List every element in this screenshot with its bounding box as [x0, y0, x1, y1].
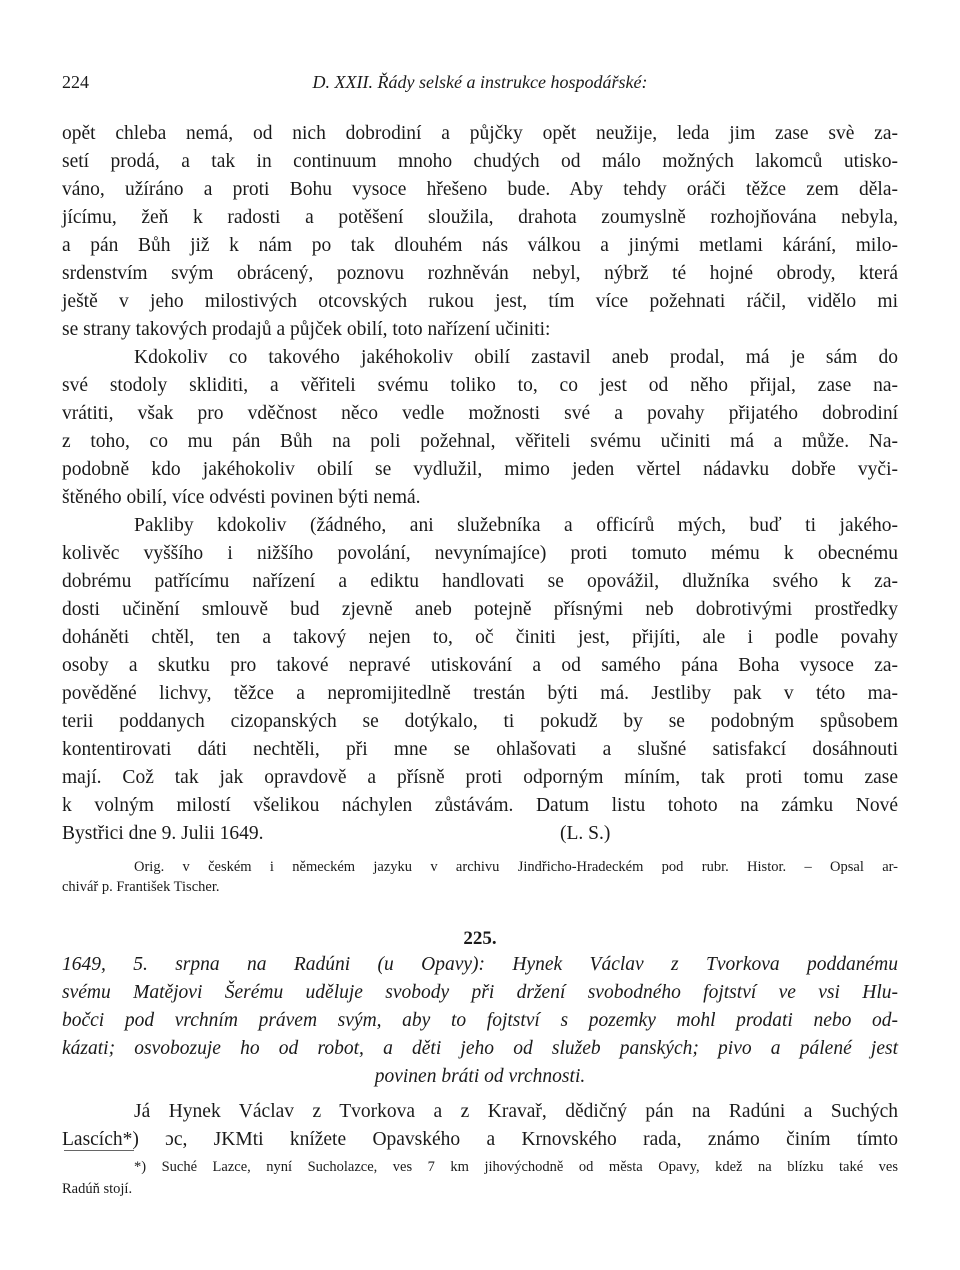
text-line: opět chleba nemá, od nich dobrodiní a půjčky opět neužije, leda jim zase svè za- [62, 123, 898, 144]
seal-mark: (L. S.) [560, 823, 611, 844]
text-line: kontentirovati dáti nechtěli, při mne se ohlašovati a slušné satisfakcí dosáhnouti [62, 739, 898, 760]
text-line: kolivěc vyššího i nižšího povolání, nevynímajíce) proti tomuto mému k obecnému [62, 543, 898, 564]
text-line: Lascích*) ɔc, JKMti knížete Opavského a Krnovského rada, známo činím tímto [62, 1129, 898, 1150]
regest-line: bočci pod vrchním právem svým, aby to fojtství s pozemky mohl prodati nebo od- [62, 1010, 898, 1031]
text-line: podobně kdo jakéhokoliv obilí se vydlužil, mimo jeden věrtel nádavku dobře vyči- [62, 459, 898, 480]
footnote-line: *) Suché Lazce, nyní Sucholazce, ves 7 km jihovýchodně od města Opavy, kdež na blízku také ves [134, 1159, 898, 1175]
text-line: setí prodá, a tak in continuum mnoho chudých od málo možných lakomců utisko- [62, 151, 898, 172]
text-line: Kdokoliv co takového jakéhokoliv obilí zastavil aneb prodal, má je sám do [134, 347, 898, 368]
text-line: srdenstvím svým obrácený, poznovu rozhněván nebyl, nýbrž té hojné obrody, která [62, 263, 898, 284]
text-line: dobrému patřícímu nařízení a ediktu handlovati se opovážil, dlužníka svého k za- [62, 571, 898, 592]
text-line: se strany takových prodajů a půjček obilí, toto nařízení učiniti: [62, 319, 551, 340]
footnote-divider [64, 1150, 134, 1151]
page-number: 224 [62, 72, 89, 92]
regest-line: svému Matějovi Šerému uděluje svobody při držení svobodného fojtství ve vsi Hlu- [62, 982, 898, 1003]
text-line: doháněti chtěl, ten a takový nejen to, oč činiti jest, přijíti, ale i podle povahy [62, 627, 898, 648]
text-line: Já Hynek Václav z Tvorkova a z Kravař, dědičný pán na Radúni a Suchých [134, 1101, 898, 1122]
text-line: štěného obilí, více odvésti povinen býti nemá. [62, 487, 421, 508]
text-line: pověděné lichvy, těžce a nepromijitedlně trestán býti má. Jestliby pak v této ma- [62, 683, 898, 704]
text-line: osoby a skutku pro takové nepravé utiskování a od samého pána Boha vysoce za- [62, 655, 898, 676]
text-line: mají. Což tak jak opravdově a přísně proti odporným míním, tak proti tomu zase [62, 767, 898, 788]
text-line: Pakliby kdokoliv (žádného, ani služebníka a officírů mých, buď ti jakého- [134, 515, 898, 536]
text-line: jícímu, žeň k radosti a potěšení sloužila, drahota zoumyslně rozhojňována nebyla, [62, 207, 898, 228]
regest-line: kázati; osvobozuje ho od robot, a děti jeho od služeb panských; pivo a pálené jest [62, 1038, 898, 1059]
text-line: vrátiti, však pro vděčnost něco vedle možnosti své a povahy přijatého dobrodiní [62, 403, 898, 424]
text-line: své stodoly skliditi, a věřiteli svému toliko to, co jest od něho přijal, zase na- [62, 375, 898, 396]
text-line: dosti učinění smlouvě bud zjevně aneb potejně přísnými neb dobrotivými prostředky [62, 599, 898, 620]
text-line: z toho, co mu pán Bůh na poli požehnal, věřiteli svému učiniti má a může. Na- [62, 431, 898, 452]
footnote-line: Radúň stojí. [62, 1181, 133, 1197]
document-number: 225. [463, 928, 497, 949]
note-line: Orig. v českém i německém jazyku v archivu Jindřicho-Hradeckém pod rubr. Histor. – Opsal ar- [134, 859, 898, 875]
running-title: D. XXII. Řády selské a instrukce hospodářské: [312, 72, 648, 92]
page-header [62, 72, 898, 98]
text-line: ještě v jeho milostivých otcovských rukou jest, tím více požehnati ráčil, vidělo mi [62, 291, 898, 312]
regest-line: povinen bráti od vrchnosti. [374, 1066, 586, 1087]
note-line: chivář p. František Tischer. [62, 879, 220, 895]
text-line: terii poddanych cizopanských se dotýkalo, ti pokudž by se podobným spůsobem [62, 711, 898, 732]
text-line: a pán Bůh již k nám po tak dlouhém nás válkou a jinými metlami kárání, milo- [62, 235, 898, 256]
text-line: k volným milostí všelikou náchylen zůstávám. Datum listu tohoto na zámku Nové [62, 795, 898, 816]
text-line: váno, užíráno a proti Bohu vysoce hřešeno bude. Aby tehdy oráči těžce zem děla- [62, 179, 898, 200]
closing-line: Bystřici dne 9. Julii 1649. [62, 823, 264, 844]
regest-line: 1649, 5. srpna na Radúni (u Opavy): Hynek Václav z Tvorkova poddanému [62, 954, 898, 975]
